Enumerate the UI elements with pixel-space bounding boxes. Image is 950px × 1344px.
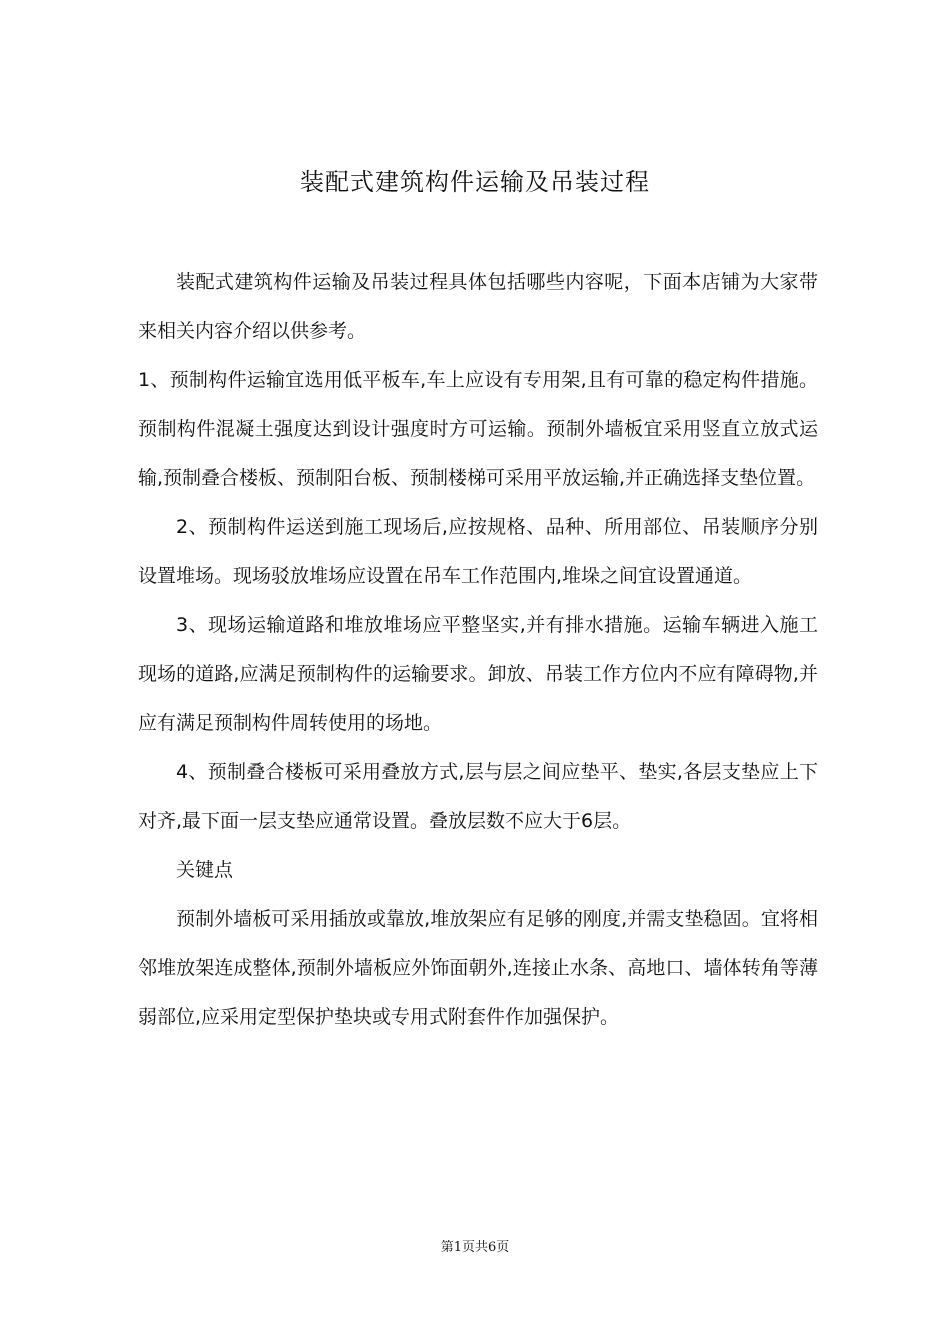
document-body bbox=[138, 258, 818, 1042]
paragraph-key-points: 预制外墙板可采用插放或靠放,堆放架应有足够的刚度,并需支垫稳固。宜将相邻堆放架连成整体,预制外墙板应外饰面朝外,连接止水条、高地口、墙体转角等薄弱部位,应采用定型保护垫块或专用式附套件作加强保护。 bbox=[138, 908, 818, 1028]
paragraph-item-1: 1、预制构件运输宜选用低平板车,车上应设有专用架,且有可靠的稳定构件措施。预制构件混凝土强度达到设计强度时方可运输。预制外墙板宜采用竖直立放式运输,预制叠合楼板、预制阳台板、预制楼梯可采用平放运输,并正确选择支垫位置。 bbox=[138, 369, 818, 489]
paragraph-item-3: 3、现场运输道路和堆放堆场应平整坚实,并有排水措施。运输车辆进入施工现场的道路,应满足预制构件的运输要求。卸放、吊装工作方位内不应有障碍物,并应有满足预制构件周转使用的场地。 bbox=[138, 614, 818, 734]
page-number: 第1页共6页 bbox=[440, 1240, 510, 1255]
section-heading-key-points: 关键点 bbox=[176, 859, 234, 881]
paragraph-item-4: 4、预制叠合楼板可采用叠放方式,层与层之间应垫平、垫实,各层支垫应上下对齐,最下面一层支垫应通常设置。叠放层数不应大于6层。 bbox=[138, 761, 818, 832]
paragraph-intro: 装配式建筑构件运输及吊装过程具体包括哪些内容呢，下面本店铺为大家带来相关内容介绍以供参考。 bbox=[138, 271, 818, 342]
paragraph-item-2: 2、预制构件运送到施工现场后,应按规格、品种、所用部位、吊装顺序分别设置堆场。现场驳放堆场应设置在吊车工作范围内,堆垛之间宜设置通道。 bbox=[138, 516, 818, 587]
page-title: 装配式建筑构件运输及吊装过程 bbox=[300, 168, 650, 196]
